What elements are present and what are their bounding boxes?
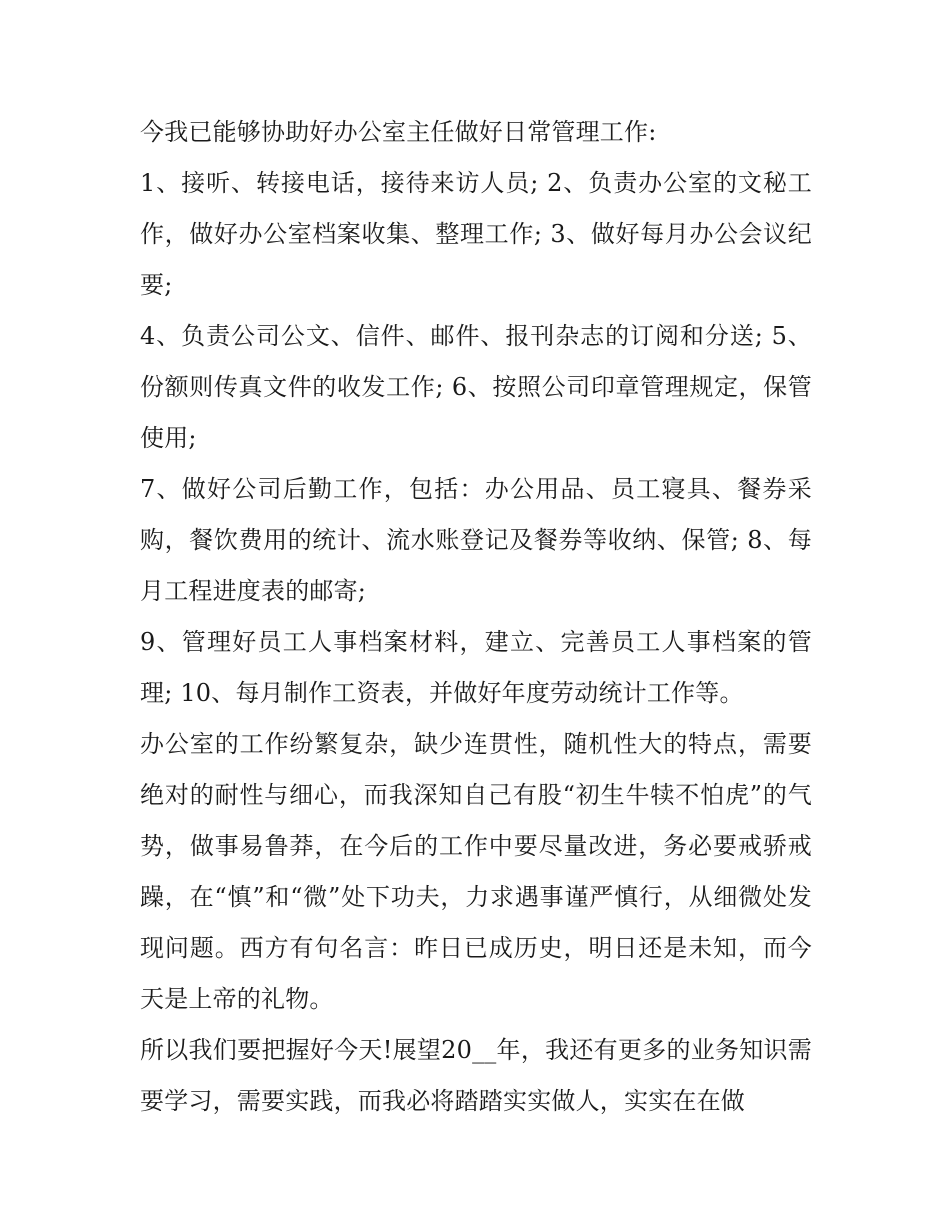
paragraph-reflection: 办公室的工作纷繁复杂，缺少连贯性，随机性大的特点，需要绝对的耐性与细心，而我深知自己有股“初生牛犊不怕虎”的气势，做事易鲁莽，在今后的工作中要尽量改进，务必要戒骄戒躁，在“慎”和“微”处下功夫，力求遇事谨严慎行，从细微处发现问题。西方有句名言：昨日已成历史，明日还是未知，而今天是上帝的礼物。 [140, 730, 812, 1013]
paragraph-duties-9-10: 9、管理好员工人事档案材料，建立、完善员工人事档案的管理; 10、每月制作工资表，并做好年度劳动统计工作等。 [140, 628, 812, 707]
paragraph-duties-4-6: 4、负责公司公文、信件、邮件、报刊杂志的订阅和分送; 5、份额则传真文件的收发工作; 6、按照公司印章管理规定，保管使用; [140, 322, 812, 452]
paragraph-duties-7-8: 7、做好公司后勤工作，包括：办公用品、员工寝具、餐券采购，餐饮费用的统计、流水账登记及餐券等收纳、保管; 8、每月工程进度表的邮寄; [140, 475, 812, 605]
paragraph-outlook: 所以我们要把握好今天!展望20__年，我还有更多的业务知识需要学习，需要实践，而我必将踏踏实实做人，实实在在做 [140, 1036, 812, 1115]
document-body [140, 107, 812, 1127]
paragraph-duties-1-3: 1、接听、转接电话，接待来访人员; 2、负责办公室的文秘工作，做好办公室档案收集、整理工作; 3、做好每月办公会议纪要; [140, 169, 812, 299]
paragraph-intro: 今我已能够协助好办公室主任做好日常管理工作: [140, 118, 657, 146]
